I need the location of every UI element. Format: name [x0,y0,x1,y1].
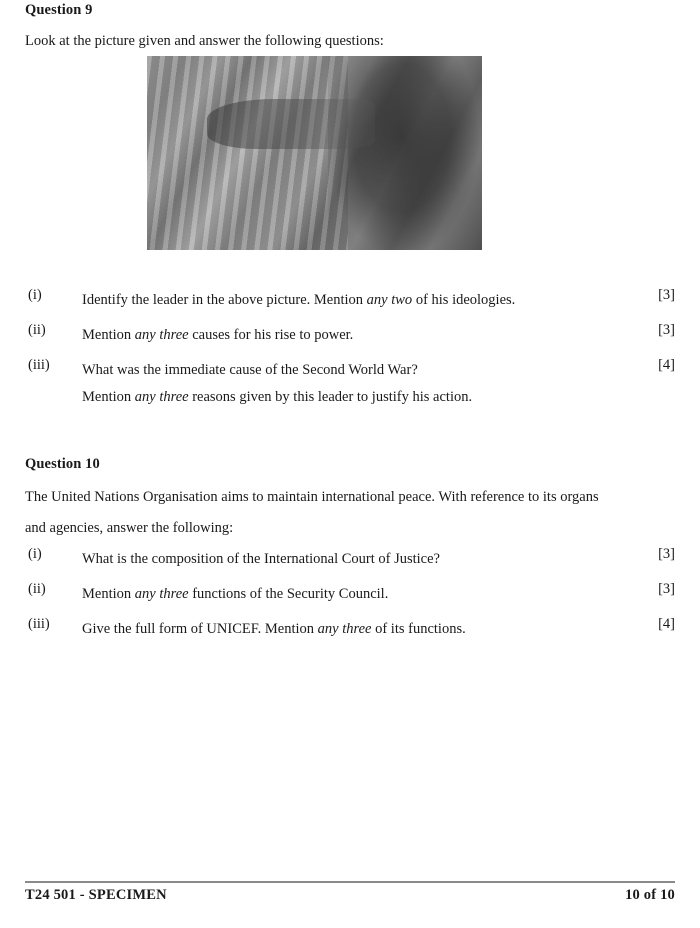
sub-question-text-before: Identify the leader in the above picture. Mention [82,292,367,308]
sub-question-number: (ii) [28,322,46,338]
sub-question-text-before: Mention [82,586,135,602]
question-9-heading: Question 9 [25,2,93,18]
figure-tone-right [328,56,482,250]
historical-photograph-figure [147,56,482,250]
sub-question-text-after: causes for his rise to power. [188,327,354,343]
sub-question-text-before: Mention [82,327,135,343]
sub-question-row [25,546,675,581]
question-9-sub-questions [25,287,675,419]
sub-question-text [82,287,622,314]
sub-question-text [82,616,622,643]
footer-divider [25,881,675,883]
footer-paper-code: T24 501 - SPECIMEN [25,887,167,903]
sub-question-marks: [3] [658,546,675,562]
sub-question-row [25,616,675,651]
second-line-before: Mention [82,389,135,405]
sub-question-text-after: of his ideologies. [412,292,516,308]
sub-question-number: (i) [28,546,42,562]
sub-question-row [25,357,675,419]
sub-question-number: (iii) [28,616,50,632]
question-10-sub-questions [25,546,675,651]
sub-question-emphasis: any three [317,621,372,637]
sub-question-marks: [4] [658,357,675,373]
figure-tone-mid [207,99,375,149]
sub-question-marks: [3] [658,581,675,597]
sub-question-number: (ii) [28,581,46,597]
second-line-emphasis: any three [134,389,189,405]
sub-question-text [82,357,622,411]
question-9-intro: Look at the picture given and answer the following questions: [25,33,384,49]
sub-question-row [25,322,675,357]
sub-question-row [25,287,675,322]
sub-question-text [82,581,622,608]
sub-question-emphasis: any two [366,292,413,308]
sub-question-row [25,581,675,616]
figure-tone-left [147,56,348,250]
sub-question-number: (iii) [28,357,50,373]
sub-question-text-after: functions of the Security Council. [188,586,389,602]
sub-question-text [82,322,622,349]
footer-page-number: 10 of 10 [625,887,675,903]
sub-question-number: (i) [28,287,42,303]
sub-question-text-before: What is the composition of the International Court of Justice? [82,551,440,567]
sub-question-text-before: Give the full form of UNICEF. Mention [82,621,318,637]
page-footer [25,887,675,907]
second-line-after: reasons given by this leader to justify his action. [188,389,473,405]
question-10-intro: The United Nations Organisation aims to maintain international peace. With reference to its organs and agencies, answer the following: [25,489,599,536]
sub-question-emphasis: any three [134,327,189,343]
sub-question-second-line [82,384,622,411]
sub-question-text-after: of its functions. [371,621,466,637]
sub-question-marks: [3] [658,322,675,338]
sub-question-emphasis: any three [134,586,189,602]
question-10-heading: Question 10 [25,456,100,472]
sub-question-text-before: What was the immediate cause of the Second World War? [82,362,418,378]
sub-question-marks: [4] [658,616,675,632]
sub-question-text [82,546,622,573]
sub-question-marks: [3] [658,287,675,303]
